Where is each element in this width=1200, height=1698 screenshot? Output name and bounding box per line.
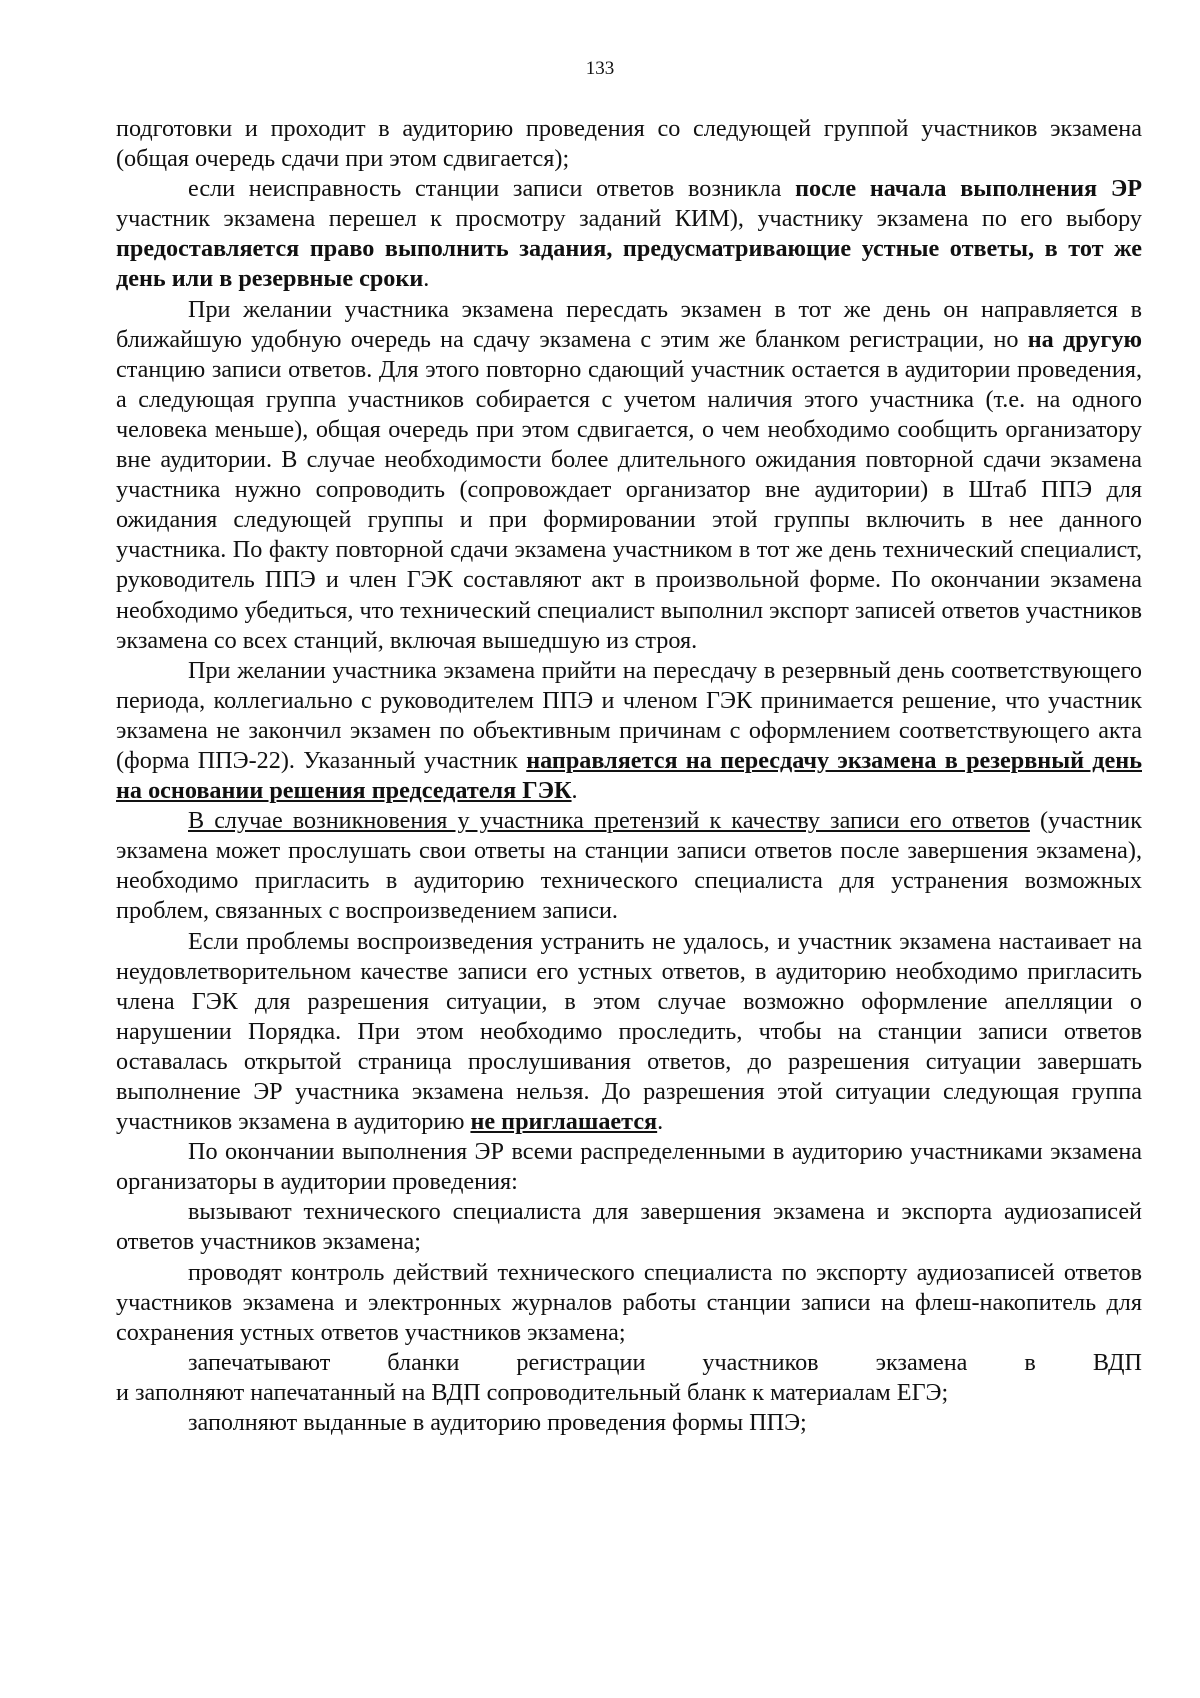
paragraph-text: . (571, 777, 578, 805)
paragraph-retake-same-day (116, 295, 1142, 656)
paragraph-recording-quality-claim (116, 806, 1142, 926)
paragraph-text: участник экзамена перешел к просмотру заданий КИМ), участнику экзамена по его выбору (116, 205, 1142, 233)
paragraph-text: станцию записи ответов. Для этого повторно сдающий участник остается в аудитории проведения, а следующая группа участников собирается с учетом наличия этого участника (т.е. на одного человека меньше), общая очередь при этом сдвигается, о чем необходимо сообщить организатору вне аудитории. В случае необходимости более длительного ожидания повторной сдачи экзамена участника нужно сопроводить (сопровождает организатор вне аудитории) в Штаб ППЭ для ожидания следующей группы и при формировании этой группы включить в нее данного участника. По факту повторной сдачи экзамена участником в тот же день технический специалист, руководитель ППЭ и член ГЭК составляют акт в произвольной форме. По окончании экзамена необходимо убедиться, что технический специалист выполнил экспорт записей ответов участников экзамена со всех станций, включая вышедшую из строя. (116, 355, 1142, 654)
list-item-call-specialist (116, 1197, 1142, 1257)
underlined-text: В случае возникновения у участника претензий к качеству записи его ответов (188, 807, 1030, 835)
paragraph-text: (участник экзамена может прослушать свои ответы на станции записи ответов после завершения экзамена), необходимо пригласить в аудиторию технического специалиста для устранения возможных проблем, связанных с воспроизведением записи. (116, 807, 1142, 925)
list-item-control-export (116, 1258, 1142, 1348)
paragraph-text: подготовки и проходит в аудиторию проведения со следующей группой участников экзамена (общая очередь сдачи при этом сдвигается); (116, 115, 1142, 173)
bold-text: предоставляется право выполнить задания, предусматривающие устные ответы, в тот же день или в резервные сроки (116, 235, 1142, 293)
paragraph-text: . (423, 265, 430, 293)
paragraph-text: и заполняют напечатанный на ВДП сопроводительный бланк к материалам ЕГЭ; (116, 1378, 949, 1406)
paragraph-malfunction-after-start (116, 174, 1142, 294)
paragraph-text: заполняют выданные в аудиторию проведения формы ППЭ; (188, 1409, 807, 1437)
paragraph-text: вызывают технического специалиста для завершения экзамена и экспорта аудиозаписей ответов участников экзамена; (116, 1198, 1142, 1256)
underlined-text: не приглашается (470, 1108, 658, 1136)
bold-text: после начала выполнения ЭР (795, 175, 1142, 203)
paragraph-text: проводят контроль действий технического специалиста по экспорту аудиозаписей ответов участников экзамена и электронных журналов работы станции записи на флеш-накопитель для сохранения устных ответов участников экзамена; (116, 1258, 1142, 1346)
paragraph-text: запечатывают бланки регистрации участников экзамена в ВДП (188, 1348, 1142, 1376)
bold-text: на другую (1027, 325, 1142, 353)
paragraph-text: По окончании выполнения ЭР всеми распределенными в аудиторию участниками экзамена организаторы в аудитории проведения: (116, 1138, 1142, 1196)
list-item-fill-forms (116, 1408, 1142, 1438)
page-number: 133 (585, 58, 615, 79)
paragraph-text: Если проблемы воспроизведения устранить не удалось, и участник экзамена настаивает на неудовлетворительном качестве записи его устных ответов, в аудиторию необходимо пригласить члена ГЭК для разрешения ситуации, в этом случае возможно оформление апелляции о нарушении Порядка. При этом необходимо проследить, чтобы на станции записи ответов оставалась открытой страница прослушивания ответов, до разрешения ситуации завершать выполнение ЭР участника экзамена нельзя. До разрешения этой ситуации следующая группа участников экзамена в аудиторию (116, 927, 1142, 1136)
paragraph-text: При желании участника экзамена пересдать экзамен в тот же день он направляется в ближайшую удобную очередь на сдачу экзамена с этим же бланком регистрации, но (116, 295, 1142, 353)
list-item-seal-forms (116, 1348, 1142, 1378)
bold-underlined-text (470, 1108, 657, 1135)
document-body (116, 114, 1142, 1438)
paragraph-text: если неисправность станции записи ответов возникла (188, 175, 796, 203)
underlined-text: направляется на пересдачу экзамена в резервный день на основании решения председателя ГЭК (116, 746, 1142, 805)
paragraph-text: При желании участника экзамена прийти на пересдачу в резервный день соответствующего периода, коллегиально с руководителем ППЭ и членом ГЭК принимается решение, что участник экзамена не закончил экзамен по объективным причинам с оформлением соответствующего акта (форма ППЭ-22). Указанный участник (116, 656, 1142, 774)
list-item-seal-forms-continuation (116, 1378, 1142, 1408)
paragraph-text: . (657, 1108, 664, 1136)
paragraph-retake-reserve-day (116, 656, 1142, 806)
paragraph-end-of-exam (116, 1137, 1142, 1197)
paragraph-playback-problems (116, 927, 1142, 1138)
paragraph-continuation (116, 114, 1142, 174)
